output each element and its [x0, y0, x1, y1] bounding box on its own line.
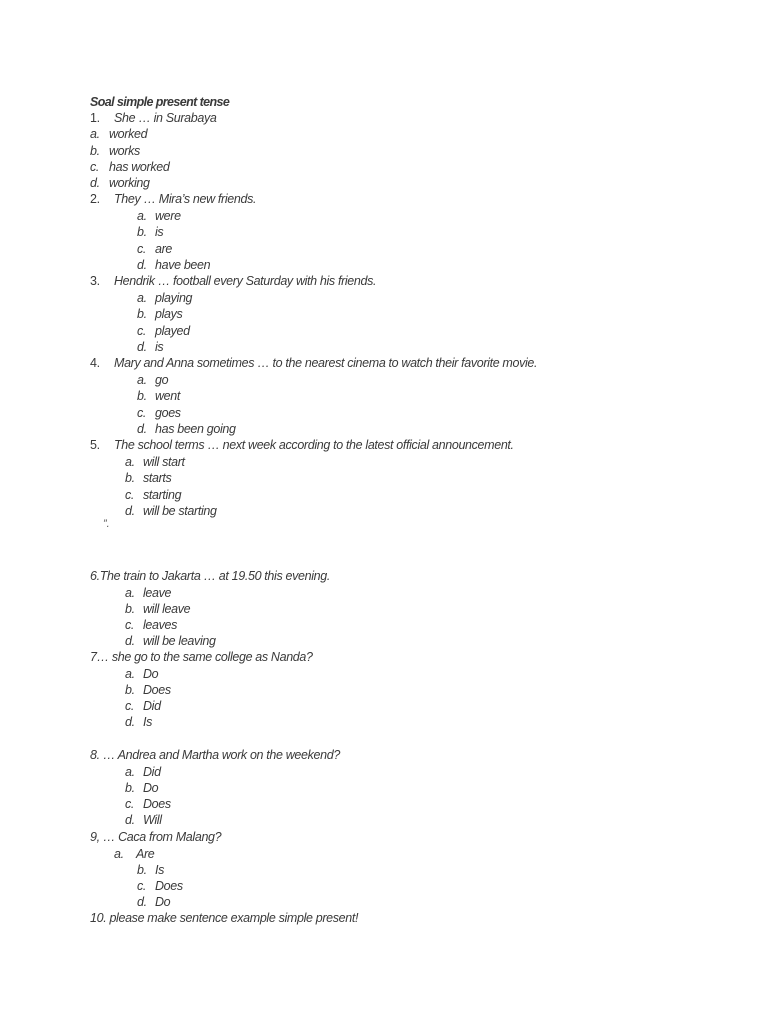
option-letter: c.	[137, 324, 147, 338]
option-text: Is	[155, 863, 165, 877]
option-text: Did	[143, 699, 161, 713]
option-text: has worked	[109, 160, 170, 174]
option-text: went	[155, 389, 181, 403]
option-letter: a.	[125, 667, 135, 681]
question-number: 5.	[90, 438, 100, 452]
question-text: 10. please make sentence example simple present!	[90, 911, 359, 925]
option-text: Will	[143, 813, 162, 827]
option-text: go	[155, 373, 169, 387]
option-letter: c.	[137, 406, 147, 420]
option-letter: d.	[137, 258, 147, 272]
option-letter: a.	[125, 586, 135, 600]
option-text: playing	[155, 291, 193, 305]
option-letter: b.	[137, 225, 147, 239]
option-letter: a.	[125, 765, 135, 779]
option-letter: c.	[137, 879, 147, 893]
question-text: 6.The train to Jakarta … at 19.50 this evening.	[90, 569, 330, 583]
option-letter: b.	[137, 389, 147, 403]
option-letter: b.	[125, 683, 135, 697]
option-letter: d.	[90, 176, 100, 190]
option-text: will start	[143, 455, 185, 469]
option-text: will be starting	[143, 504, 217, 518]
option-letter: c.	[125, 488, 135, 502]
option-text: were	[155, 209, 181, 223]
option-text: starts	[143, 471, 172, 485]
page-title: Soal simple present tense	[90, 95, 230, 109]
option-letter: a.	[137, 209, 147, 223]
question-text: Mary and Anna sometimes … to the nearest cinema to watch their favorite movie.	[114, 356, 538, 370]
option-text: Did	[143, 765, 161, 779]
option-text: Does	[143, 797, 171, 811]
option-letter: d.	[125, 634, 135, 648]
option-letter: d.	[137, 340, 147, 354]
question-text: 7… she go to the same college as Nanda?	[90, 650, 313, 664]
stray-mark: ”.	[103, 518, 110, 530]
option-letter: d.	[137, 422, 147, 436]
question-text: 8. … Andrea and Martha work on the weekend?	[90, 748, 340, 762]
option-text: Is	[143, 715, 153, 729]
option-text: goes	[155, 406, 181, 420]
option-text: Does	[143, 683, 171, 697]
question-text: She … in Surabaya	[114, 111, 217, 125]
option-letter: a.	[125, 455, 135, 469]
option-text: will be leaving	[143, 634, 216, 648]
question-text: Hendrik … football every Saturday with his friends.	[114, 274, 377, 288]
option-letter: c.	[125, 797, 135, 811]
option-letter: a.	[114, 847, 124, 861]
question-text: The school terms … next week according to the latest official announcement.	[114, 438, 514, 452]
option-letter: d.	[137, 895, 147, 909]
option-text: are	[155, 242, 173, 256]
question-number: 4.	[90, 356, 100, 370]
option-letter: c.	[90, 160, 100, 174]
option-text: is	[155, 225, 164, 239]
option-text: works	[109, 144, 140, 158]
option-letter: c.	[125, 618, 135, 632]
question-text: 9, … Caca from Malang?	[90, 830, 222, 844]
option-text: is	[155, 340, 164, 354]
option-text: starting	[143, 488, 182, 502]
option-letter: d.	[125, 504, 135, 518]
option-text: plays	[155, 307, 183, 321]
option-letter: b.	[125, 471, 135, 485]
option-text: leave	[143, 586, 172, 600]
option-text: leaves	[143, 618, 178, 632]
option-text: Are	[136, 847, 155, 861]
option-letter: a.	[90, 127, 100, 141]
question-number: 2.	[90, 192, 100, 206]
question-number: 3.	[90, 274, 100, 288]
option-text: Do	[155, 895, 171, 909]
option-text: Do	[143, 781, 159, 795]
option-letter: d.	[125, 813, 135, 827]
option-letter: d.	[125, 715, 135, 729]
option-text: Do	[143, 667, 159, 681]
option-letter: b.	[137, 863, 147, 877]
option-letter: c.	[125, 699, 135, 713]
question-number: 1.	[90, 111, 100, 125]
option-text: will leave	[143, 602, 191, 616]
option-letter: a.	[137, 291, 147, 305]
option-text: has been going	[155, 422, 236, 436]
option-text: worked	[109, 127, 148, 141]
option-letter: b.	[125, 781, 135, 795]
option-letter: b.	[137, 307, 147, 321]
option-letter: c.	[137, 242, 147, 256]
option-letter: b.	[90, 144, 100, 158]
option-text: have been	[155, 258, 211, 272]
question-text: They … Mira’s new friends.	[114, 192, 257, 206]
option-text: Does	[155, 879, 183, 893]
option-letter: b.	[125, 602, 135, 616]
option-letter: a.	[137, 373, 147, 387]
option-text: played	[155, 324, 190, 338]
option-text: working	[109, 176, 150, 190]
